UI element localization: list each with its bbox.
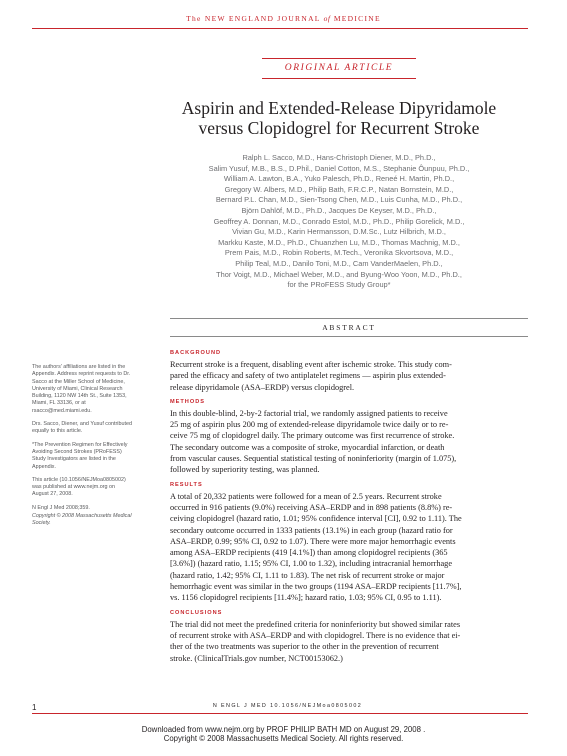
section-text-background <box>170 359 528 393</box>
abstract-rule-top <box>170 318 528 319</box>
section-text-conclusions <box>170 619 528 664</box>
article-title <box>150 98 528 138</box>
author-line: Gregory W. Albers, M.D., Philip Bath, F.R.C.P., Natan Bornstein, M.D., <box>224 184 454 194</box>
author-line: Bernard P.L. Chan, M.D., Sien-Tsong Chen, M.D., Luis Cunha, M.D., Ph.D., <box>215 195 463 205</box>
text-line: A total of 20,332 patients were followed for a mean of 2.5 years. Recurrent stroke <box>170 491 442 501</box>
journal-name-prefix: The NEW ENGLAND JOURNAL <box>186 14 321 23</box>
copyright: Copyright © 2008 Massachusetts Medical Society. <box>32 513 132 527</box>
publication-note: This article (10.1056/NEJMoa0805002) was published at www.nejm.org on August 27, 2008. <box>32 476 126 498</box>
title-line: Aspirin and Extended-Release Dipyridamole <box>181 98 497 118</box>
text-line: (hazard ratio, 1.42; 95% CI, 1.11 to 1.83). The net risk of recurrent stroke or major <box>170 570 445 580</box>
affiliations-note: The authors' affiliations are listed in the Appendix. Address reprint requests to Dr. Sacco at the Miller School of Medicine, University of Miami, Clinical Research Building, 1120 NW 14th St., Suite 1353, Miami, FL 33136, or at rsacco@med.miami.edu. <box>32 364 131 414</box>
study-group-note: *The Prevention Regimen for Effectively Avoiding Second Strokes (PRoFESS) Study Investigators are listed in the Appendix. <box>32 441 128 470</box>
text-line: The trial did not meet the predefined criteria for noninferiority but showed similar rates <box>170 619 461 629</box>
abstract-body <box>170 349 528 669</box>
text-line: secondary outcome occurred in 1333 patients (13.1%) in each group (hazard ratio for <box>170 525 453 535</box>
journal-name-of: of <box>323 14 331 23</box>
section-heading-results: RESULTS <box>170 481 203 488</box>
copyright-line: Copyright © 2008 Massachusetts Medical Society. All rights reserved. <box>163 734 404 744</box>
section-text-results <box>170 491 528 604</box>
abstract-rule-bottom <box>170 336 528 337</box>
text-line: among ASA–ERDP recipients (419 [4.1%]) than among clopidogrel recipients (365 <box>170 548 448 558</box>
title-line: versus Clopidogrel for Recurrent Stroke <box>198 118 480 138</box>
text-line: In this double-blind, 2-by-2 factorial trial, we randomly assigned patients to receive <box>170 408 448 418</box>
author-line: Markku Kaste, M.D., Ph.D., Chuanzhen Lu, M.D., Thomas Machnig, M.D., <box>218 237 460 247</box>
author-line: Salim Yusuf, M.B., B.S., D.Phil., Daniel Cotton, M.S., Stephanie Ôunpuu, Ph.D., <box>208 163 470 173</box>
section-heading-methods: METHODS <box>170 398 205 405</box>
text-line: 25 mg of aspirin plus 200 mg of extended-release dipyridamole twice daily or to re- <box>170 420 449 430</box>
section-heading-conclusions: CONCLUSIONS <box>170 609 223 616</box>
journal-name-suffix: MEDICINE <box>333 14 381 23</box>
text-line: The secondary outcome was a composite of stroke, myocardial infarction, or death <box>170 442 445 452</box>
text-line: stroke. (ClinicalTrials.gov number, NCT00153062.) <box>170 653 343 663</box>
text-line: from vascular causes. Sequential statistical testing of noninferiority (margin of 1.075), <box>170 454 457 464</box>
text-line: ASA–ERDP, 0.99; 95% CI, 0.92 to 1.07). There were more major hemorrhagic events <box>170 536 456 546</box>
text-line: vs. 1156 clopidogrel recipients [11.4%]; hazard ratio, 1.03; 95% CI, 0.95 to 1.11). <box>170 593 442 603</box>
citation: N Engl J Med 2008;359. <box>32 504 90 511</box>
author-line: William A. Lawton, B.A., Yuko Palesch, Ph.D., Reneé H. Martin, Ph.D., <box>223 174 455 184</box>
author-line: Vivian Gu, M.D., Karin Hermansson, D.M.Sc., Lutz Hilbrich, M.D., <box>232 227 446 237</box>
author-list <box>150 153 528 291</box>
running-footer: N ENGL J MED 10.1056/NEJMoa0805002 <box>212 703 363 709</box>
header-rule <box>32 28 528 29</box>
text-line: followed by superiority testing, was planned. <box>170 465 320 475</box>
download-notice <box>0 725 567 744</box>
abstract-label: ABSTRACT <box>322 323 376 332</box>
text-line: [3.6%]) (hazard ratio, 1.15; 95% CI, 1.00 to 1.32), including intracranial hemorrhage <box>170 559 453 569</box>
text-line: ther of the two treatments was superior to the other in the prevention of recurrent <box>170 642 439 652</box>
text-line: ceive 75 mg of clopidogrel daily. The primary outcome was first recurrence of stroke. <box>170 431 455 441</box>
article-type-label: ORIGINAL ARTICLE <box>262 58 416 79</box>
author-line: Geoffrey A. Donnan, M.D., Conrado Estol, M.D., Ph.D., Philip Gorelick, M.D., <box>213 216 465 226</box>
download-line: Downloaded from www.nejm.org by PROF PHILIP BATH MD on August 29, 2008 . <box>141 725 426 734</box>
author-line: Prem Pais, M.D., Robin Roberts, M.Tech., Veronika Skvortsova, M.D., <box>224 248 454 258</box>
section-heading-background: BACKGROUND <box>170 350 222 356</box>
text-line: hemorrhagic event was similar in the two groups (1194 ASA–ERDP recipients [11.7%], <box>170 582 462 592</box>
text-line: of recurrent stroke with ASA–ERDP and with clopidogrel. There is no evidence that ei- <box>170 630 461 640</box>
contribution-note: Drs. Sacco, Diener, and Yusuf contributed equally to this article. <box>32 421 132 435</box>
page-number: 1 <box>32 703 37 712</box>
sidebar-notes <box>32 364 132 534</box>
author-line: Björn Dahlöf, M.D., Ph.D., Jacques De Keyser, M.D., Ph.D., <box>241 205 437 215</box>
author-line: Philip Teal, M.D., Danilo Toni, M.D., Cam VanderMaelen, Ph.D., <box>235 258 443 268</box>
text-line: pared the efficacy and safety of two antiplatelet regimens — aspirin plus extended- <box>170 371 446 381</box>
text-line: release dipyridamole (ASA–ERDP) versus clopidogrel. <box>170 382 355 392</box>
section-text-methods <box>170 408 528 476</box>
journal-header <box>0 14 567 23</box>
footer-rule <box>32 713 528 714</box>
text-line: occurred in 916 patients (9.0%) receiving ASA–ERDP and in 898 patients (8.8%) re- <box>170 502 453 512</box>
author-line: Thor Voigt, M.D., Michael Weber, M.D., and Byung-Woo Yoon, M.D., Ph.D., <box>216 269 462 279</box>
text-line: ceiving clopidogrel (hazard ratio, 1.01; 95% confidence interval [CI], 0.92 to 1.11). The <box>170 514 462 524</box>
author-line: for the PRoFESS Study Group* <box>287 280 391 290</box>
author-line: Ralph L. Sacco, M.D., Hans-Christoph Diener, M.D., Ph.D., <box>242 153 436 162</box>
text-line: Recurrent stroke is a frequent, disabling event after ischemic stroke. This study com- <box>170 360 452 369</box>
